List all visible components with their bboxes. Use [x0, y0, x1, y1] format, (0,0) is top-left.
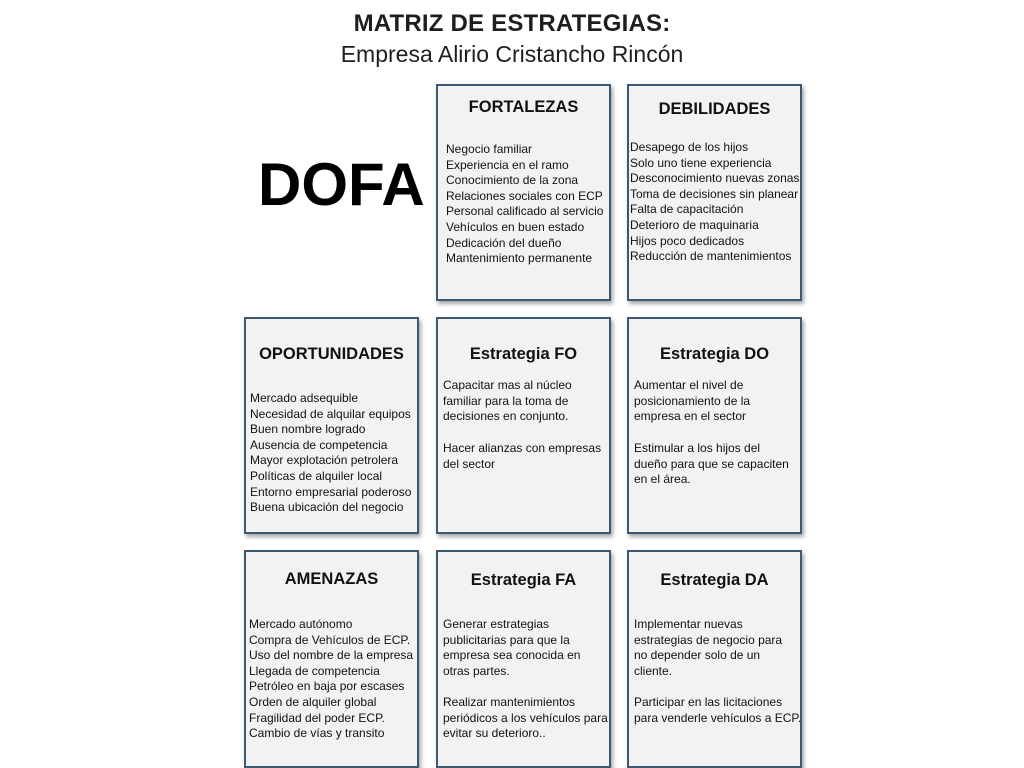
estrategia-fa-text-1: Generar estrategias publicitarias para que la empresa sea conocida en otras partes.: [443, 617, 581, 679]
estrategia-da-text-1: Implementar nuevas estrategias de negocio para no depender solo de un cliente.: [634, 617, 783, 679]
list-item: Mayor explotación petrolera: [250, 453, 399, 468]
estrategia-fa-box: [436, 550, 611, 768]
list-item: Uso del nombre de la empresa: [249, 648, 414, 663]
list-item: Mantenimiento permanente: [446, 251, 593, 266]
list-item: Dedicación del dueño: [446, 235, 562, 250]
estrategia-do-title: Estrategia DO: [659, 345, 770, 363]
estrategia-fa-text-2: Realizar mantenimientos periódicos a los vehículos para evitar su deterioro..: [443, 695, 608, 741]
list-item: Políticas de alquiler local: [250, 468, 383, 483]
list-item: Desapego de los hijos: [630, 140, 749, 154]
list-item: Desconocimiento nuevas zonas: [630, 171, 800, 186]
list-item: Entorno empresarial poderoso: [250, 484, 412, 499]
estrategia-fo-title: Estrategia FO: [469, 345, 578, 363]
list-item: Necesidad de alquilar equipos: [250, 406, 411, 421]
estrategia-da-box: [627, 550, 802, 768]
list-item: Toma de decisiones sin planear: [630, 186, 799, 201]
list-item: Mercado adsequible: [250, 391, 359, 405]
list-item: Fragilidad del poder ECP.: [249, 710, 385, 725]
list-item: Compra de Vehículos de ECP.: [249, 632, 411, 647]
list-item: Falta de capacitación: [630, 202, 744, 217]
list-item: Llegada de competencia: [249, 663, 380, 678]
list-item: Conocimiento de la zona: [446, 173, 579, 188]
fortalezas-box: [436, 84, 611, 301]
list-item: Ausencia de competencia: [250, 437, 388, 452]
estrategia-da-text-2: Participar en las licitaciones para venderle vehículos a ECP.: [634, 695, 802, 725]
estrategia-do-text-1: Aumentar el nivel de posicionamiento de la empresa en el sector: [634, 378, 751, 424]
amenazas-box: [244, 550, 419, 768]
debilidades-box: [627, 84, 802, 301]
list-item: Deterioro de maquinaria: [630, 217, 759, 232]
debilidades-title: DEBILIDADES: [658, 100, 771, 118]
estrategia-do-box: [627, 317, 802, 534]
list-item: Personal calificado al servicio: [446, 204, 604, 219]
amenazas-list: [249, 617, 413, 742]
list-item: Buena ubicación del negocio: [250, 500, 404, 515]
estrategia-do-text-2: Estimular a los hijos del dueño para que se capaciten en el área.: [634, 441, 789, 487]
estrategia-fo-text-2: Hacer alianzas con empresas del sector: [443, 441, 602, 471]
estrategia-fo-text-1: Capacitar mas al núcleo familiar para la toma de decisiones en conjunto.: [443, 378, 572, 424]
matrix-title: MATRIZ DE ESTRATEGIAS:: [353, 10, 671, 37]
list-item: Orden de alquiler global: [249, 694, 377, 709]
list-item: Buen nombre logrado: [250, 422, 366, 437]
list-item: Solo uno tiene experiencia: [630, 155, 772, 170]
estrategia-da-title: Estrategia DA: [660, 571, 769, 589]
list-item: Experiencia en el ramo: [446, 157, 569, 172]
list-item: Vehículos en buen estado: [446, 219, 585, 234]
fortalezas-list: [446, 142, 603, 267]
amenazas-title: AMENAZAS: [284, 570, 379, 588]
list-item: Negocio familiar: [446, 142, 533, 156]
list-item: Relaciones sociales con ECP: [446, 188, 603, 203]
oportunidades-box: [244, 317, 419, 534]
fortalezas-title: FORTALEZAS: [468, 98, 579, 116]
list-item: Cambio de vías y transito: [249, 726, 385, 741]
oportunidades-list: [250, 391, 411, 516]
list-item: Reducción de mantenimientos: [630, 249, 792, 264]
list-item: Mercado autónomo: [249, 617, 353, 631]
estrategia-fa-title: Estrategia FA: [470, 571, 577, 589]
oportunidades-title: OPORTUNIDADES: [259, 345, 404, 363]
estrategia-fo-box: [436, 317, 611, 534]
debilidades-list: [630, 140, 799, 265]
list-item: Hijos poco dedicados: [630, 233, 745, 248]
dofa-label: DOFA: [258, 151, 425, 218]
list-item: Petróleo en baja por escases: [249, 679, 405, 694]
company-subtitle: Empresa Alirio Cristancho Rincón: [340, 41, 684, 67]
